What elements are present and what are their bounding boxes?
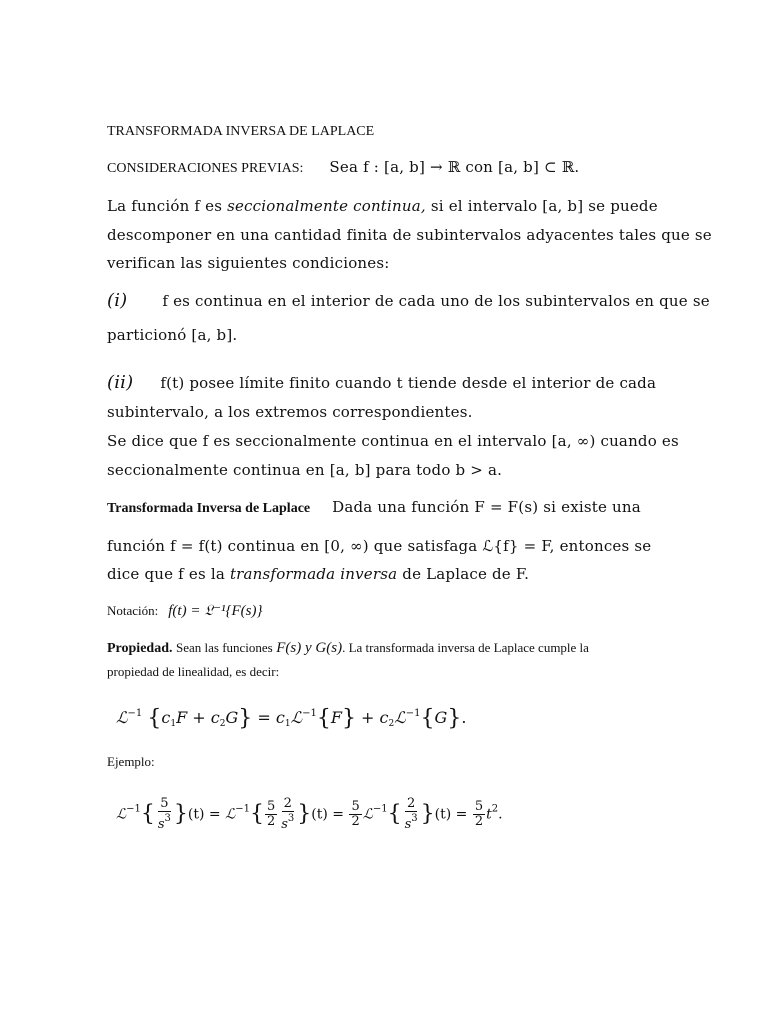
inverse-line-1: Transformada Inversa de Laplace Dada una función F = F(s) si existe una [107,498,641,516]
condition-ii-line-2: subintervalo, a los extremos correspondientes. [107,403,473,421]
property-line-2: propiedad de linealidad, es decir: [107,664,280,679]
property-line-1: Propiedad. Sean las funciones F(s) y G(s). La transformada inversa de Laplace cumple la [107,640,589,656]
condition-i-line-2: particionó [a, b]. [107,326,238,344]
page-title: TRANSFORMADA INVERSA DE LAPLACE [107,124,375,139]
example-label: Ejemplo: [107,754,155,769]
notation-label: Notación: [107,603,159,618]
considerations-formula: Sea f : [a, b] → ℝ con [a, b] ⊂ ℝ. [329,158,580,176]
inverse-heading: Transformada Inversa de Laplace [107,501,311,516]
condition-ii-line-3: Se dice que f es seccionalmente continua en el intervalo [a, ∞) cuando es [107,432,679,450]
notation-formula: f(t) = 𝔏⁻¹{F(s)} [168,603,263,619]
condition-i-line-1: (i) f es continua en el interior de cada uno de los subintervalos en que se [107,290,710,311]
inverse-line-2: función f = f(t) continua en [0, ∞) que satisfaga ℒ{f} = F, entonces se [107,537,652,555]
condition-ii-line-4: seccionalmente continua en [a, b] para todo b > a. [107,461,503,479]
linearity-formula: ℒ$^{-1}$ $\{c_1F + c_2G\}$ = $c_1ℒ^{-1}\{F\}$ + $c_2ℒ^{-1}\{G\}$. [116,706,467,731]
considerations-row [107,158,579,177]
considerations-label: CONSIDERACIONES PREVIAS: [107,161,304,176]
condition-ii-marker: (ii) [107,372,134,393]
condition-ii-line-1: (ii) f(t) posee límite finito cuando t tiende desde el interior de cada [107,372,657,393]
condition-i-marker: (i) [107,290,128,311]
definition-line-1: La función f es seccionalmente continua, si el intervalo [a, b] se puede [107,197,658,215]
definition-line-2: descomponer en una cantidad finita de subintervalos adyacentes tales que se [107,226,712,244]
definition-line-3: verifican las siguientes condiciones: [107,254,390,272]
example-formula: ℒ$^{-1}${ $\frac{5}{s^3}$ }(t) = ℒ$^{-1}${ $\frac{5}{2}$ $\frac{2}{s^3}$ }(t) = $\frac{5}{2}$ ℒ$^{-1}${ $\frac{2}{s^3}$ }(t) = $\frac{5}{2}$ $t^2$. [116,796,503,832]
notation-row [107,601,263,620]
inverse-line-3: dice que f es la transformada inversa de Laplace de F. [107,565,530,583]
property-heading: Propiedad. [107,641,173,656]
